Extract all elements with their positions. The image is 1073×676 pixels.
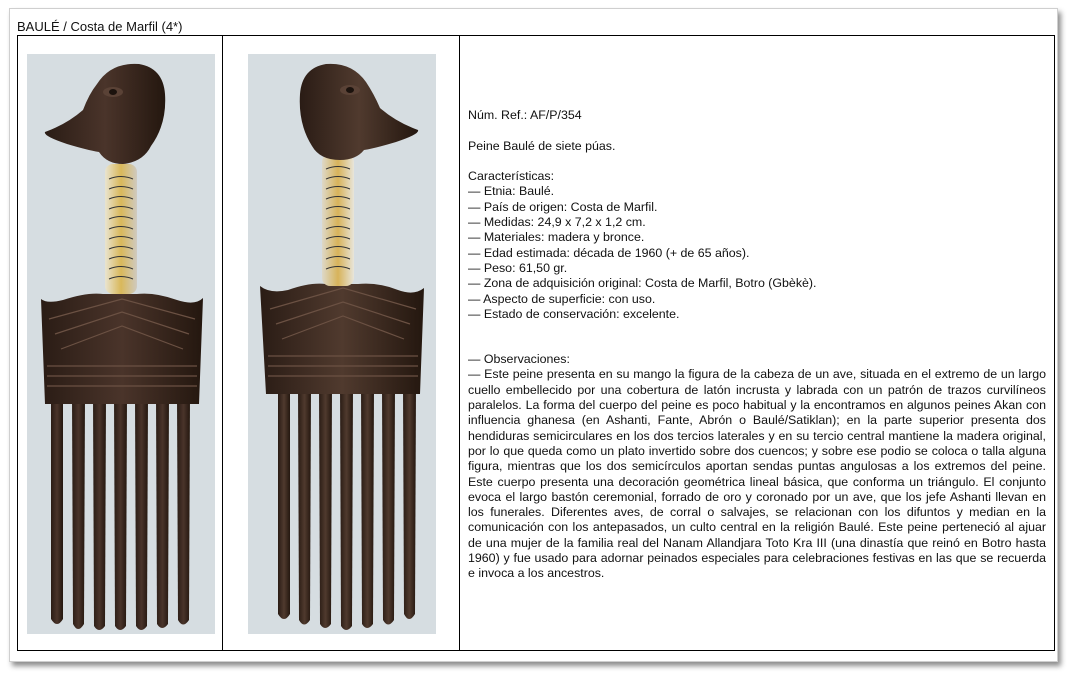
comb-photo-right — [248, 54, 436, 634]
feature-item: — Aspecto de superficie: con uso. — [468, 291, 656, 306]
column-divider — [459, 36, 460, 650]
features-heading: Características: — [468, 169, 555, 184]
object-name: Peine Baulé de siete púas. — [468, 138, 616, 153]
feature-item: — País de origen: Costa de Marfil. — [468, 199, 658, 214]
feature-item: — Estado de conservación: excelente. — [468, 306, 680, 321]
page-title: BAULÉ / Costa de Marfil (4*) — [17, 19, 183, 34]
observations-heading: — Observaciones: — [468, 352, 570, 367]
catalog-table — [17, 35, 1055, 651]
feature-item: — Peso: 61,50 gr. — [468, 260, 568, 275]
column-divider — [222, 36, 223, 650]
comb-illustration — [27, 54, 215, 634]
feature-item: — Zona de adquisición original: Costa de Marfil, Botro (Gbèkè). — [468, 276, 817, 291]
observations-text: — Este peine presenta en su mango la figura de la cabeza de un ave, situada en el extremo de un largo cuello embellecido por una cobertura de latón incrusta y labrada con un patrón de trazos curvilíneos paralelos. La forma del cuerpo del peine es poco habitual y la encontramos en algunos peines Akan con influencia ghanesa (en Ashanti, Fante, Abrón o Baulé/Satiklan); en la parte superior presenta dos hendiduras semicirculares en los dos tercios laterales y en su tercio central mantiene la madera original, por lo que queda como un plato invertido sobre dos cuencos; y sobre ese podio se coloca o talla alguna figura, mientras que los dos semicírculos aportan sendas puntas angulosas a los extremos del peine. Este cuerpo presenta una decoración geométrica lineal básica, que conforma un triángulo. El conjunto evoca el largo bastón ceremonial, forrado de oro y coronado por un ave, que los jefe Ashanti llevan en los funerales. Diferentes aves, de corral o salvajes, se relacionan con los difuntos y median en la comunicación con los antepasados, un culto central en la religión Baulé. Este peine perteneció al ajuar de una mujer de la familia real del Nanam Allandjara Toto Kra III (una dinastía que reinó en Botro hasta 1960) y fue usado para adornar peinados especiales para celebraciones festivas en las que se recuerda e invoca a los ancestros. — [468, 367, 1046, 581]
feature-item: — Edad estimada: década de 1960 (+ de 65 años). — [468, 245, 750, 260]
reference-number: Núm. Ref.: AF/P/354 — [468, 108, 582, 122]
feature-item: — Etnia: Baulé. — [468, 184, 555, 199]
feature-item: — Medidas: 24,9 x 7,2 x 1,2 cm. — [468, 215, 646, 230]
comb-illustration — [248, 54, 436, 634]
feature-item: — Materiales: madera y bronce. — [468, 230, 645, 245]
comb-photo-left — [27, 54, 215, 634]
object-description — [468, 108, 1046, 582]
